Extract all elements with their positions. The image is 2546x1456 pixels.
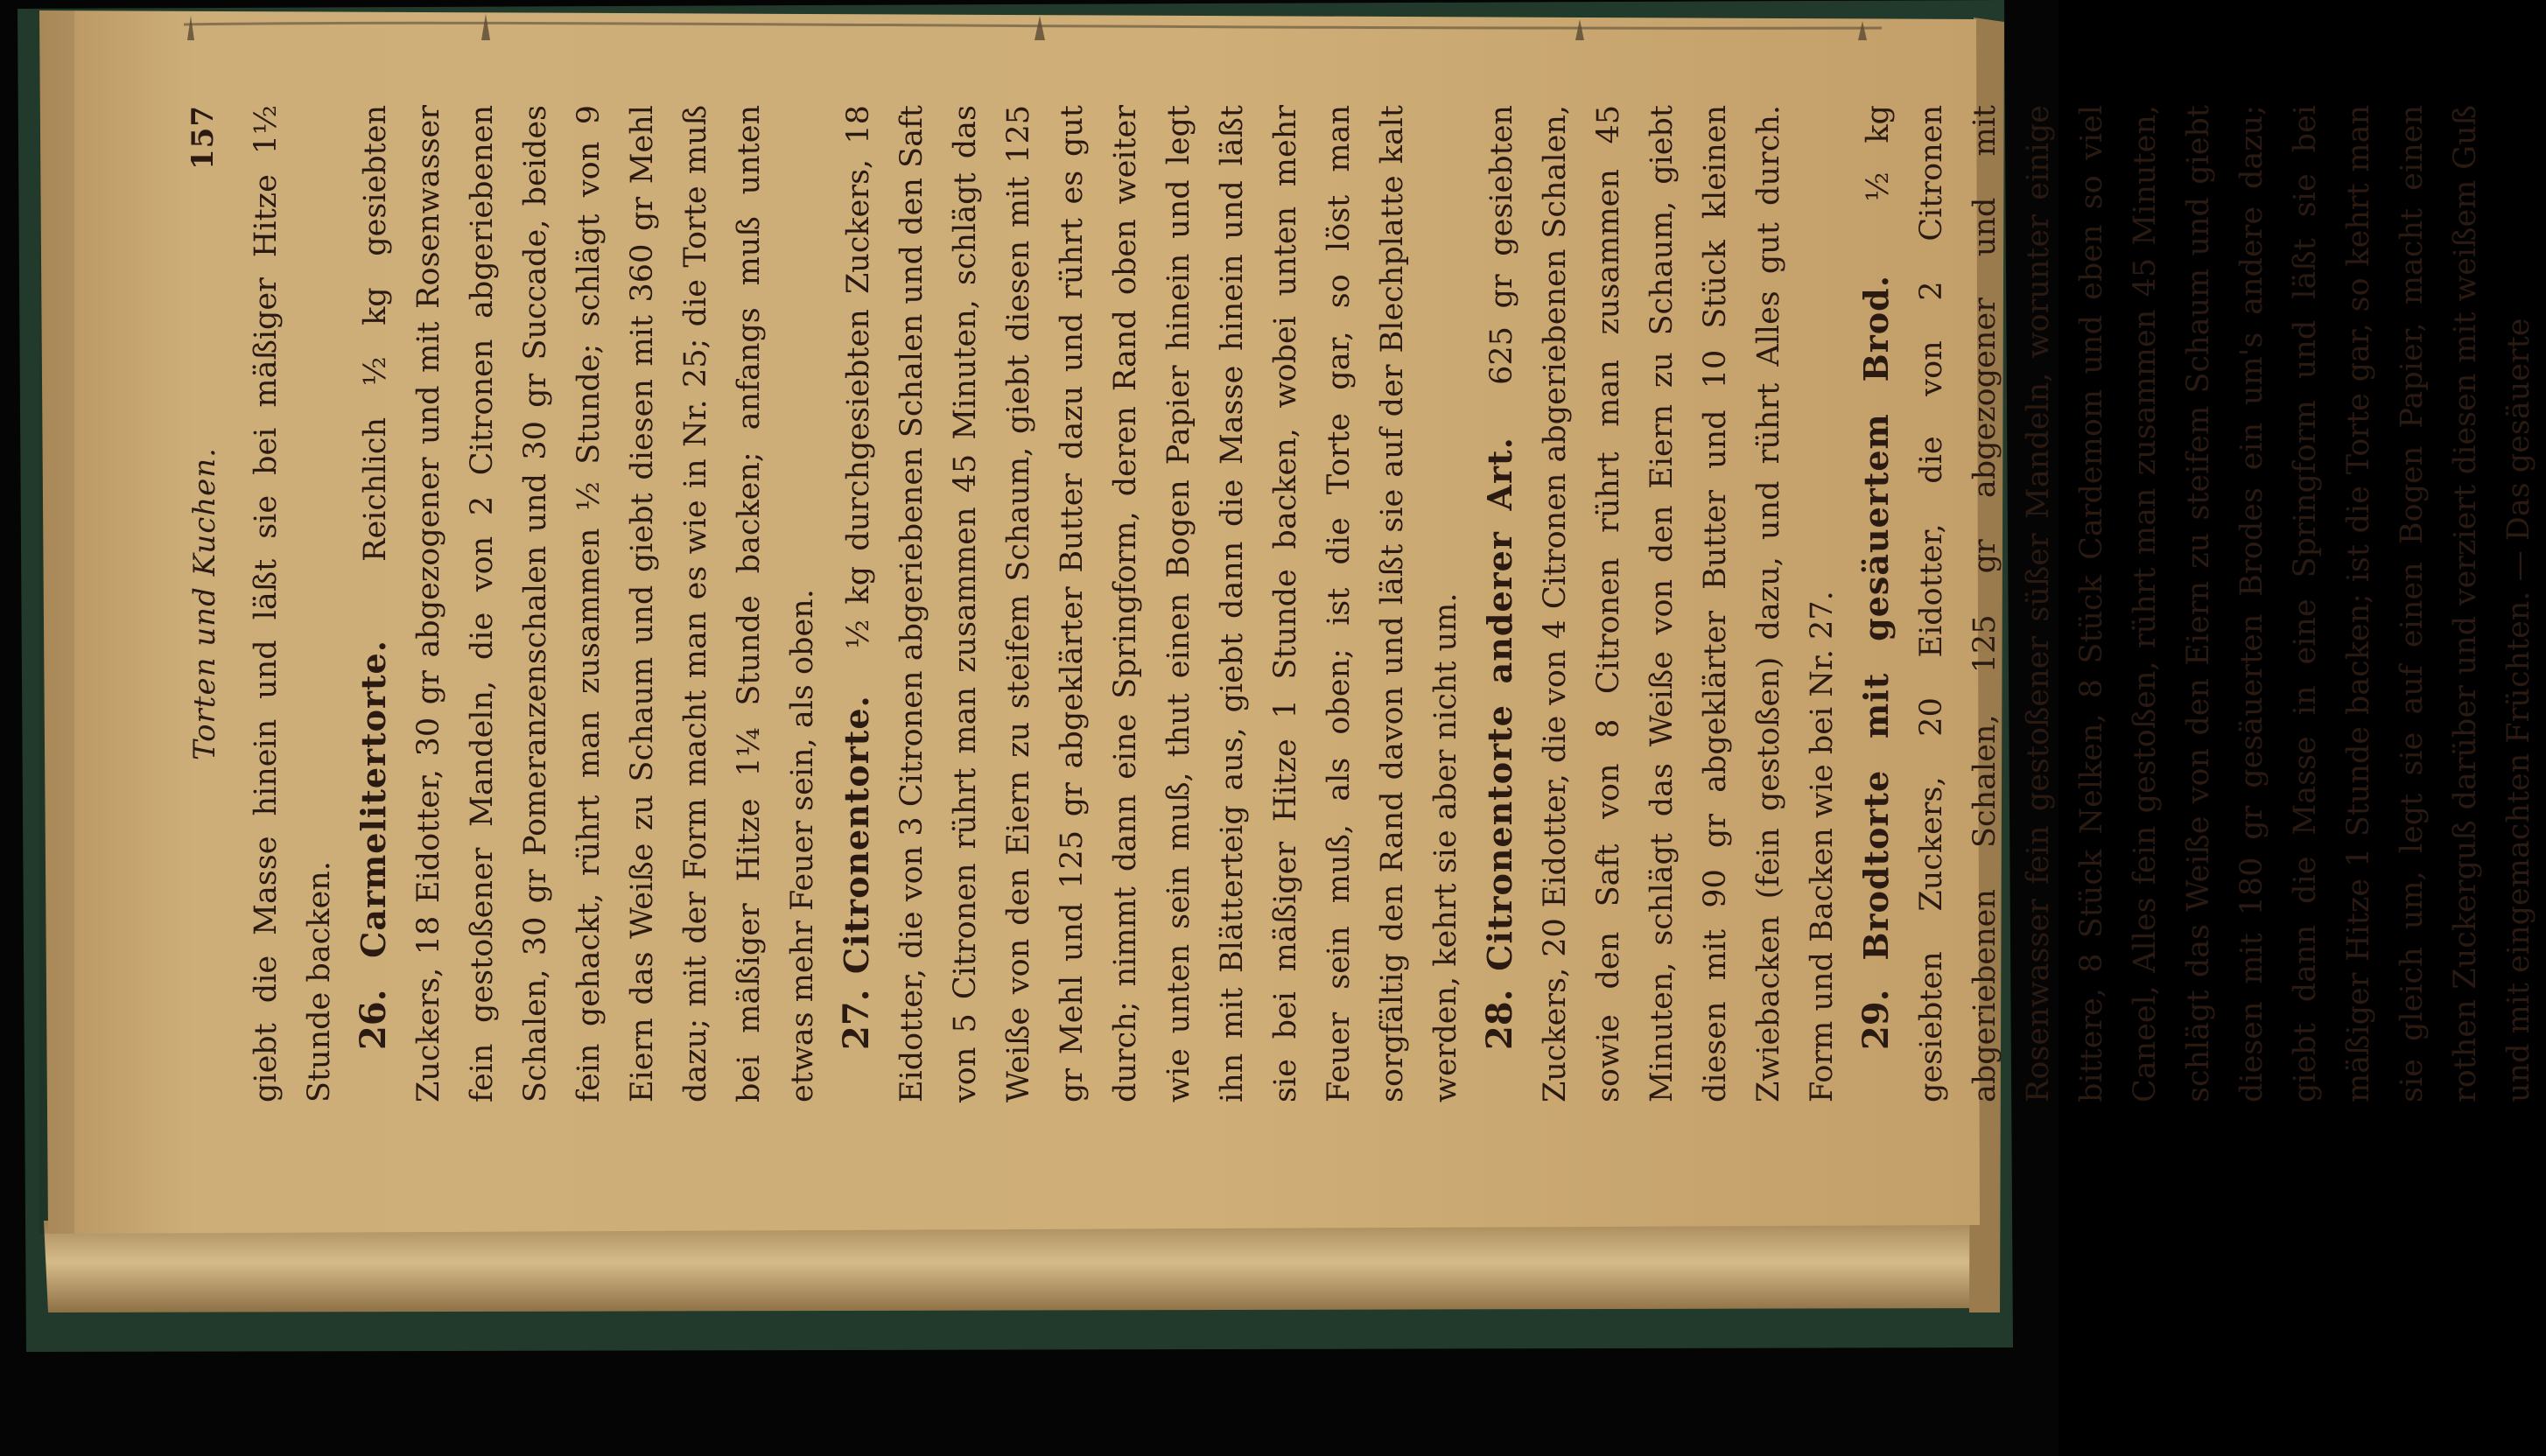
lead-paragraph <box>240 105 347 1102</box>
recipe-28 <box>1473 105 1849 1102</box>
recipe-title: Brodtorte mit gesäuertem Brod. <box>1856 275 1896 961</box>
recipe-number: 26. <box>353 989 394 1050</box>
recipe-number: 28. <box>1479 989 1520 1050</box>
recipe-27 <box>830 105 1473 1102</box>
recipe-29 <box>1849 105 2546 1102</box>
recipe-body: Reichlich ½ kg gesiebten Zuckers, 18 Eidotter, 30 gr abgezogener und mit Rosenwasser fein gestoßener Mandeln, die von 2 Citronen abgeriebenen Schalen, 30 gr Pomeranzenschalen und 30 gr Succade, beides fein gehackt, rührt man zusammen ½ Stunde; schlägt von 9 Eiern das Weiße zu Schaum und giebt diesen mit 360 gr Mehl dazu; mit der Form macht man es wie in Nr. 25; die Torte muß bei mäßiger Hitze 1¼ Stunde backen; anfangs muß unten etwas mehr Feuer sein, als oben. <box>358 105 820 1102</box>
printed-page-rotated <box>179 70 2536 1138</box>
recipe-title: Carmelitertorte. <box>354 640 393 958</box>
running-title: Torten und Kuchen. <box>187 447 222 760</box>
page-content <box>179 70 2536 1138</box>
recipe-body: ½ kg gesiebten Zuckers, 20 Eidotter, die von 2 Citronen abgeriebenen Schalen, 125 gr abgezogener und mit Rosenwasser fein gestoßener süßer Mandeln, worunter einige bittere, 8 Stück Nelken, 8 Stück Cardemom und eben so viel Caneel, Alles fein gestoßen, rührt man zusammen 45 Minuten, schlägt das Weiße von den Eiern zu steifem Schaum und giebt diesen mit 180 gr gesäuerten Brodes ein um's andere dazu; giebt dann die Masse in eine Springform und läßt sie bei mäßiger Hitze 1 Stunde backen; ist die Torte gar, so kehrt man sie gleich um, legt sie auf einen Bogen Papier, macht einen rothen Zuckerguß darüber und verziert diesen mit weißem Guß und mit eingemachten Früchten. — Das gesäuerte <box>1861 105 2536 1102</box>
recipe-number: 27. <box>836 989 877 1050</box>
running-header <box>179 105 240 1102</box>
lead-text: giebt die Masse hinein und läßt sie bei mäßiger Hitze 1½ Stunde backen. <box>249 105 337 1102</box>
recipe-number: 29. <box>1855 989 1897 1050</box>
recipe-body: ½ kg durchgesiebten Zuckers, 18 Eidotter, die von 3 Citronen abgeriebenen Schalen und den Saft von 5 Citronen rührt man zusammen 45 Minuten, schlägt das Weiße von den Eiern zu steifem Schaum, giebt diesen mit 125 gr Mehl und 125 gr abgeklärter Butter dazu und rührt es gut durch; nimmt dann eine Springform, deren Rand oben weiter wie unten sein muß, thut einen Bogen Papier hinein und legt ihn mit Blätterteig aus, giebt dann die Masse hinein und läßt sie bei mäßiger Hitze 1 Stunde backen, wobei unten mehr Feuer sein muß, als oben; ist die Torte gar, so löst man sorgfältig den Rand davon und läßt sie auf der Blechplatte kalt werden, kehrt sie aber nicht um. <box>841 105 1463 1102</box>
page-number: 157 <box>186 105 221 170</box>
recipe-26 <box>347 105 830 1102</box>
recipe-title: Citronentorte anderer Art. <box>1480 437 1519 971</box>
recipe-body: 625 gr gesiebten Zuckers, 20 Eidotter, die von 4 Citronen abgeriebenen Schalen, sowie den Saft von 8 Citronen rührt man zusammen 45 Minuten, schlägt das Weiße von den Eiern zu Schaum, giebt diesen mit 90 gr abgeklärter Butter und 10 Stück kleinen Zwiebacken (fein gestoßen) dazu, und rührt Alles gut durch. Form und Backen wie bei Nr. 27. <box>1484 105 1840 1102</box>
recipe-title: Citronentorte. <box>837 695 876 975</box>
